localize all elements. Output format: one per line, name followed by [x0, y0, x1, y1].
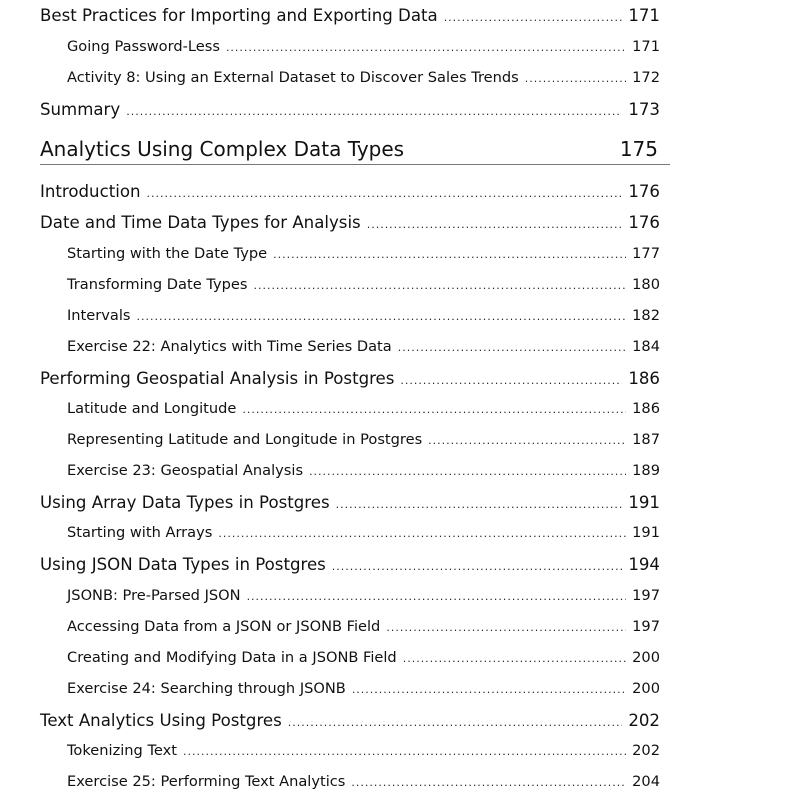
dot-leader [332, 560, 623, 573]
toc-entry[interactable] [40, 618, 670, 640]
toc-entry-page: 200 [632, 680, 660, 697]
dot-leader [403, 652, 626, 665]
dot-leader [242, 403, 626, 416]
toc-entry[interactable] [40, 587, 670, 609]
toc-entry-page: 186 [628, 369, 660, 388]
toc-entry[interactable] [40, 773, 670, 795]
toc-entry-page: 171 [628, 6, 660, 25]
chapter-page: 175 [619, 137, 658, 161]
toc-entry-title: Using Array Data Types in Postgres [40, 493, 330, 512]
dot-leader [253, 279, 626, 292]
dot-leader [147, 187, 623, 200]
toc-entry-page: 202 [628, 711, 660, 730]
toc-entry-page: 182 [632, 307, 660, 324]
toc-entry-page: 189 [632, 462, 660, 479]
toc-entry-title: Exercise 25: Performing Text Analytics [67, 773, 346, 790]
dot-leader [218, 527, 626, 540]
dot-leader [247, 590, 627, 603]
toc-entry-page: 194 [628, 555, 660, 574]
toc-entry-title: Exercise 24: Searching through JSONB [67, 680, 346, 697]
toc-entry-page: 186 [632, 400, 660, 417]
toc-entry-title: Exercise 23: Geospatial Analysis [67, 462, 304, 479]
toc-entry[interactable] [40, 38, 670, 60]
toc-entry[interactable] [40, 338, 670, 360]
dot-leader [126, 105, 622, 118]
toc-entry-page: 180 [632, 276, 660, 293]
toc-entry-page: 184 [632, 338, 660, 355]
dot-leader [288, 716, 623, 729]
toc-entry[interactable] [40, 100, 670, 122]
toc-entry-page: 176 [628, 182, 660, 201]
toc-entry-page: 204 [632, 773, 660, 790]
toc-entry-title: Introduction [40, 182, 141, 201]
toc-entry-page: 173 [628, 100, 660, 119]
toc-entry-title: Starting with the Date Type [67, 245, 268, 262]
toc-entry-title: Starting with Arrays [67, 524, 213, 541]
toc-entry-title: Intervals [67, 307, 131, 324]
toc-entry-title: Text Analytics Using Postgres [40, 711, 282, 730]
toc-entry[interactable] [40, 369, 670, 391]
dot-leader [386, 621, 626, 634]
toc-entry-page: 191 [628, 493, 660, 512]
toc-entry-page: 187 [632, 431, 660, 448]
toc-entry[interactable] [40, 213, 670, 235]
toc-entry-page: 197 [632, 618, 660, 635]
toc-entry[interactable] [40, 524, 670, 546]
toc-entry[interactable] [40, 307, 670, 329]
toc-entry-title: Tokenizing Text [67, 742, 177, 759]
toc-entry-title: Using JSON Data Types in Postgres [40, 555, 326, 574]
toc-entry-page: 176 [628, 213, 660, 232]
toc-entry[interactable] [40, 711, 670, 733]
dot-leader [226, 41, 626, 54]
toc-entry-title: Exercise 22: Analytics with Time Series Data [67, 338, 392, 355]
toc-entry[interactable] [40, 69, 670, 91]
toc-entry[interactable] [40, 680, 670, 702]
dot-leader [309, 465, 626, 478]
dot-leader [352, 683, 626, 696]
toc-entry-title: Activity 8: Using an External Dataset to Discover Sales Trends [67, 69, 519, 86]
toc-entry-title: Accessing Data from a JSON or JSONB Field [67, 618, 381, 635]
toc-entry-page: 177 [632, 245, 660, 262]
toc-entry-title: JSONB: Pre-Parsed JSON [67, 587, 241, 604]
toc-entry-title: Performing Geospatial Analysis in Postgres [40, 369, 395, 388]
dot-leader [400, 374, 622, 387]
toc-entry[interactable] [40, 400, 670, 422]
dot-leader [444, 11, 623, 24]
toc-entry[interactable] [40, 182, 670, 204]
dot-leader [428, 434, 626, 447]
toc-entry[interactable] [40, 6, 670, 28]
toc-entry-title: Creating and Modifying Data in a JSONB Field [67, 649, 397, 666]
toc-entry-page: 172 [632, 69, 660, 86]
chapter-title: Analytics Using Complex Data Types [40, 137, 405, 161]
dot-leader [398, 341, 626, 354]
toc-entry[interactable] [40, 431, 670, 453]
dot-leader [367, 218, 623, 231]
toc-entry-title: Date and Time Data Types for Analysis [40, 213, 361, 232]
chapter-heading[interactable] [40, 137, 670, 165]
chapter-divider [40, 164, 670, 165]
toc-entry-title: Representing Latitude and Longitude in Postgres [67, 431, 423, 448]
toc-entry[interactable] [40, 742, 670, 764]
toc-entry-title: Best Practices for Importing and Exporting Data [40, 6, 438, 25]
toc-entry[interactable] [40, 276, 670, 298]
toc-entry-page: 191 [632, 524, 660, 541]
toc-entry-title: Latitude and Longitude [67, 400, 237, 417]
toc-entry[interactable] [40, 493, 670, 515]
dot-leader [183, 745, 626, 758]
toc-entry-page: 202 [632, 742, 660, 759]
toc-entry-title: Going Password-Less [67, 38, 220, 55]
toc-entry-title: Transforming Date Types [67, 276, 248, 293]
toc-entry[interactable] [40, 245, 670, 267]
toc-entry[interactable] [40, 649, 670, 671]
dot-leader [273, 248, 626, 261]
toc-entry[interactable] [40, 555, 670, 577]
dot-leader [336, 498, 623, 511]
toc-entry-page: 197 [632, 587, 660, 604]
dot-leader [351, 776, 626, 789]
dot-leader [525, 72, 626, 85]
toc-entry-title: Summary [40, 100, 121, 119]
toc-entry[interactable] [40, 462, 670, 484]
toc-entry-page: 171 [632, 38, 660, 55]
toc-entry-page: 200 [632, 649, 660, 666]
dot-leader [137, 310, 627, 323]
